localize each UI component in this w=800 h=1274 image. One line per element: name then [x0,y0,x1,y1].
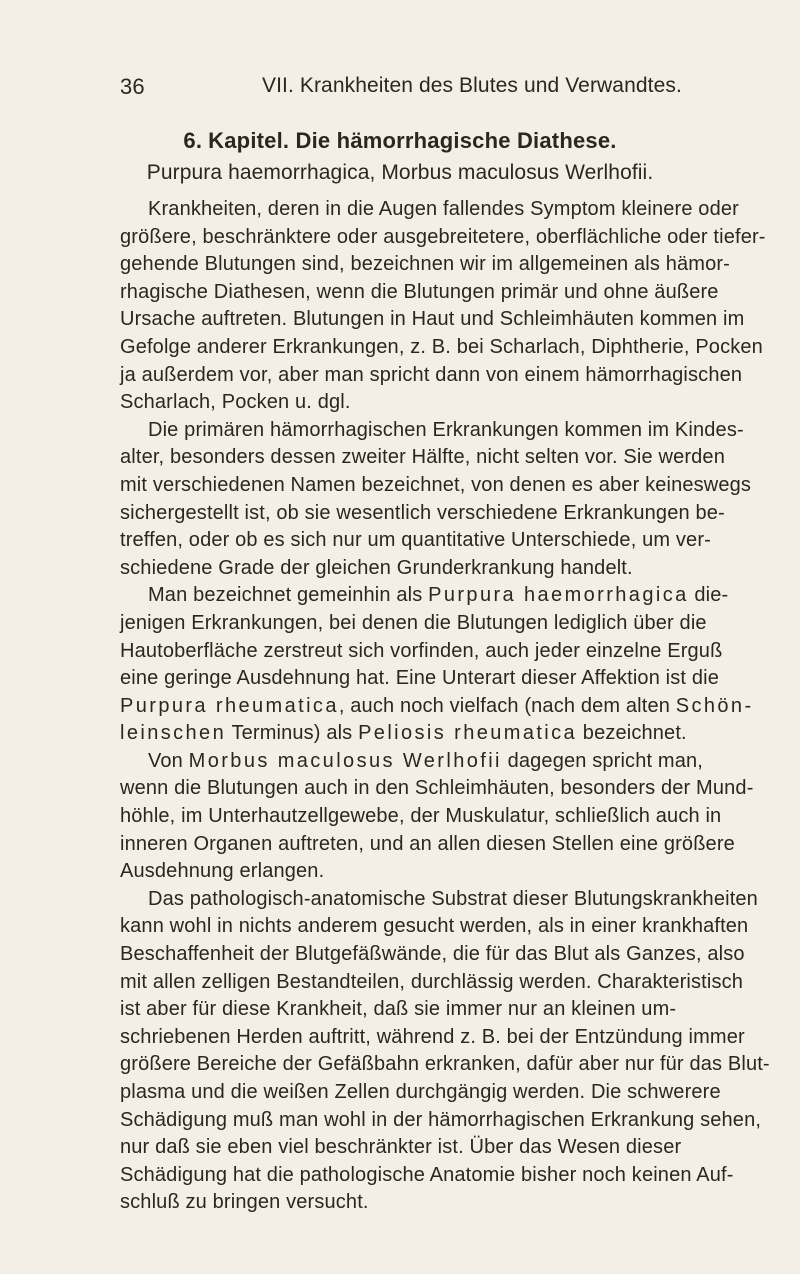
text-line: sichergestellt ist, ob sie wesentlich verschiedene Erkrankungen be- [120,501,725,524]
spaced-term: Morbus maculosus Werlhofii [188,749,502,772]
text-line: Ausdehnung erlangen. [120,860,325,883]
chapter-number: 6. [183,128,203,153]
spaced-term: Purpura haemorrhagica [428,584,689,607]
text-line: kann wohl in nichts anderem gesucht werden, als in einer krankhaften [120,915,749,938]
text-line: Ursache auftreten. Blutungen in Haut und Schleimhäuten kommen im [120,308,745,331]
text-line: Schädigung muß man wohl in der hämorrhagischen Erkrankung sehen, [120,1108,762,1131]
text-run: dagegen spricht man, [507,749,703,772]
text-line: Beschaffenheit der Blutgefäßwände, die für das Blut als Ganzes, also [120,943,745,966]
text-run: Man bezeichnet gemeinhin als [148,584,423,607]
body-text [120,196,770,1217]
text-line: eine geringe Ausdehnung hat. Eine Unterart dieser Affektion ist die [120,667,719,690]
text-line: Krankheiten, deren in die Augen fallendes Symptom kleinere oder [148,198,739,220]
text-run: , auch noch vielfach (nach dem alten [338,694,671,717]
text-line: Scharlach, Pocken u. dgl. [120,391,351,414]
text-line: Gefolge anderer Erkrankungen, z. B. bei Scharlach, Diphtherie, Pocken [120,335,763,358]
text-line: treffen, oder ob es sich nur um quantitative Unterschiede, um ver- [120,529,711,552]
chapter-title-line [0,126,800,156]
text-line [120,720,687,748]
text-line: mit verschiedenen Namen bezeichnet, von denen es aber keineswegs [120,473,752,496]
running-head: VII. Krankheiten des Blutes und Verwandtes. [262,74,682,97]
text-line: nur daß sie eben viel beschränkter ist. Über das Wesen dieser [120,1136,682,1159]
text-line [120,748,703,776]
text-line: alter, besonders dessen zweiter Hälfte, nicht selten vor. Sie werden [120,446,725,469]
text-line: schriebenen Herden auftritt, während z. B. bei der Entzündung immer [120,1025,745,1048]
chapter-title: Kapitel. Die hämorrhagische Diathese. [208,128,617,153]
text-line: plasma und die weißen Zellen durchgängig werden. Die schwerere [120,1081,721,1103]
page-header [120,74,682,104]
text-line [120,693,754,721]
text-line: schluß zu bringen versucht. [120,1191,369,1214]
text-line: Schädigung hat die pathologische Anatomie bisher noch keinen Auf- [120,1163,734,1186]
text-line: Das pathologisch-anatomische Substrat dieser Blutungskrankheiten [148,887,758,910]
text-line: größere Bereiche der Gefäßbahn erkranken, dafür aber nur für das Blut- [120,1053,770,1076]
text-line: ja außerdem vor, aber man spricht dann von einem hämorrhagischen [120,363,743,386]
text-line: höhle, im Unterhautzellgewebe, der Muskulatur, schließlich auch in [120,805,722,828]
text-line: Hautoberfläche zerstreut sich vorfinden, auch jeder einzelne Erguß [120,639,723,662]
text-line: mit allen zelligen Bestandteilen, durchlässig werden. Charakteristisch [120,970,744,993]
text-run: Terminus) als [231,722,353,745]
text-line: ist aber für diese Krankheit, daß sie immer nur an kleinen um- [120,998,677,1021]
page-number: 36 [120,74,145,99]
spaced-term: Schön- [675,694,754,717]
text-line: inneren Organen auftreten, und an allen diesen Stellen eine größere [120,832,735,855]
text-line: wenn die Blutungen auch in den Schleimhäuten, besonders der Mund- [120,777,754,800]
chapter-subtitle: Purpura haemorrhagica, Morbus maculosus Werlhofii. [146,161,654,184]
text-line: Die primären hämorrhagischen Erkrankungen kommen im Kindes- [148,418,744,441]
chapter-heading [0,126,800,188]
text-line: gehende Blutungen sind, bezeichnen wir im allgemeinen als hämor- [120,253,730,276]
text-line [120,582,729,610]
spaced-term: Peliosis rheumatica [358,722,578,745]
text-run: die- [694,584,729,607]
text-line: größere, beschränktere oder ausgebreitetere, oberflächliche oder tiefer- [120,225,766,248]
text-line: jenigen Erkrankungen, bei denen die Blutungen lediglich über die [120,611,707,634]
text-line: schiedene Grade der gleichen Grunderkrankung handelt. [120,556,633,579]
spaced-term: Purpura rheumatica [120,694,339,717]
spaced-term: leinschen [120,722,227,745]
text-run: bezeichnet. [582,722,687,745]
text-run: Von [148,749,183,772]
text-line: rhagische Diathesen, wenn die Blutungen primär und ohne äußere [120,280,719,303]
